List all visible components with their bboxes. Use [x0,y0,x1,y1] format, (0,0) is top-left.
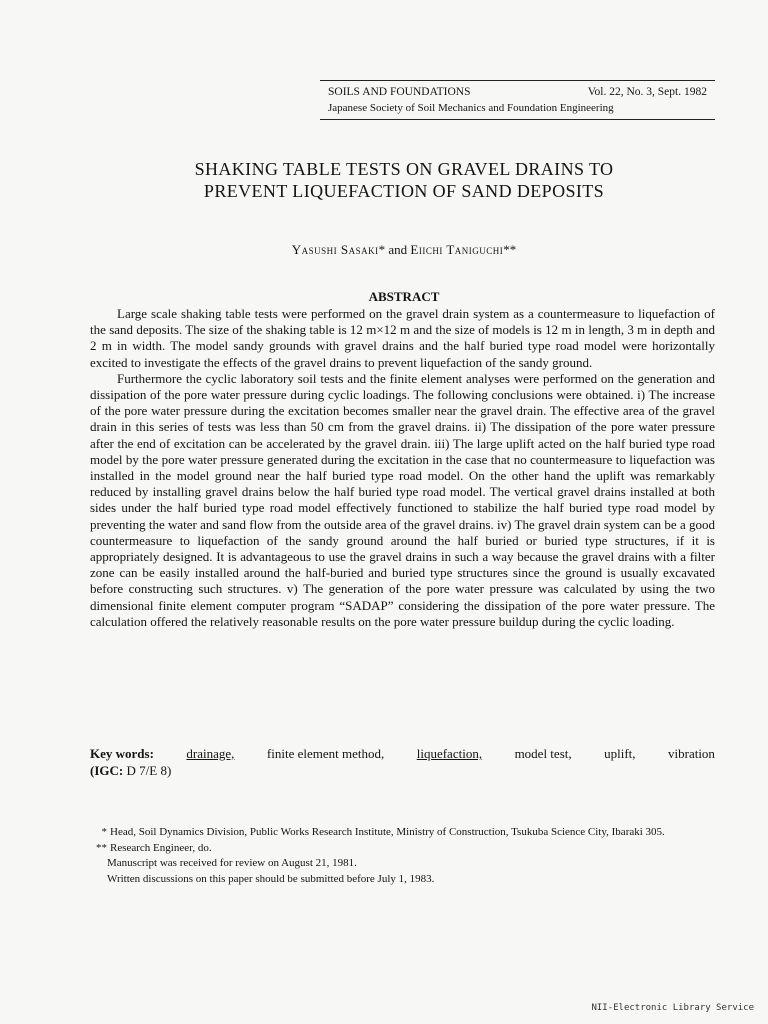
abstract-body [90,306,715,630]
footnotes [90,825,715,887]
author-2-mark: ** [503,242,517,257]
footnote-2 [90,841,715,857]
igc-value: D 7/E 8 [126,763,167,778]
igc-open: ( [90,763,95,778]
igc-label: IGC [94,763,119,778]
keyword-item: vibration [668,746,715,761]
igc-row: (IGC: D 7/E 8) [90,763,172,778]
footnote-1 [90,825,715,841]
footnote-2-text: Research Engineer, do. [110,841,212,854]
keyword-item: model test, [514,746,572,761]
discussion-deadline: Written discussions on this paper should be submitted before July 1, 1983. [107,872,435,885]
title-line-2: PREVENT LIQUEFACTION OF SAND DEPOSITS [203,181,605,201]
paper-title [0,158,768,202]
footnote-1-text: Head, Soil Dynamics Division, Public Works Research Institute, Ministry of Construction, Tsukuba Science City, Ibaraki 305. [110,826,665,838]
journal-society: Japanese Society of Soil Mechanics and Foundation Engineering [328,102,614,114]
keyword-item: uplift, [604,746,636,761]
journal-header [320,80,715,120]
author-2: Eiichi Taniguchi [410,242,504,257]
author-line [0,242,768,258]
keywords-label: Key words [90,746,150,761]
author-1: Yasushi Sasaki [291,242,379,257]
author-1-mark: * [378,242,386,257]
author-conjunction: and [385,242,411,257]
keywords-row [90,745,715,762]
igc-close: ) [166,763,172,778]
keyword-item: finite element method, [266,746,385,761]
journal-volume: Vol. 22, No. 3, Sept. 1982 [587,86,707,98]
journal-name: SOILS AND FOUNDATIONS [328,86,471,98]
abstract-heading: ABSTRACT [368,289,440,304]
library-service-footer: NII-Electronic Library Service [591,1003,754,1013]
abstract-paragraph-2: Furthermore the cyclic laboratory soil tests and the finite element analyses were performed on the generation and dissipation of the pore water pressure during cyclic loadings. The following conclusions were obtained. i) The increase of the pore water pressure during the excitation becomes smaller near the gravel drain. The effective area of the gravel drain in this series of tests was less than 50 cm from the gravel drains. ii) The dissipation of the pore water pressure after the end of excitation can be accelerated by the gravel drain. iii) The large uplift acted on the half buried type road model by the pore water pressure generated during the excitation in the case that no countermeasure to liquefaction was installed in the model ground near the half buried type road model. On the other hand the uplift was remarkably reduced by installing gravel drains below the half buried type road model. The vertical gravel drains installed at both sides under the half buried type road model effectively functioned to stabilize the half buried type road model by preventing the water and sand flow from the outside area of the gravel drains. iv) The gravel drain system can be a good countermeasure to liquefaction of the sandy ground around the half buried or buried type structures, if it is appropriately designed. It is advantageous to use the gravel drains in such a way because the gravel drains with a filter zone can be easily installed around the half-buried and buried type structures since the ground is usually excavated before constructing such structures. v) The generation of the pore water pressure was calculated by using the two dimensional finite element computer program “SADAP” considering the dissipation of the pore water pressure. The calculation offered the relatively reasonable results on the pore water pressure buildup during the cyclic loading. [90,370,715,629]
keyword-item: drainage, [186,746,235,761]
footnote-1-mark: * [101,826,107,838]
keywords-colon: : [149,746,154,761]
keywords-block [90,745,715,779]
keyword-item: liquefaction, [416,746,483,761]
title-line-1: SHAKING TABLE TESTS ON GRAVEL DRAINS TO [194,159,614,179]
abstract-paragraph-1: Large scale shaking table tests were performed on the gravel drain system as a countermeasure to liquefaction of the sand deposits. The size of the shaking table is 12 m×12 m and the size of models is 12 m in length, 3 m in depth and 2 m in width. The model sandy grounds with gravel drains and the half buried type road model were horizontally excited to investigate the effects of the gravel drains to prevent liquefaction of the sandy ground. [90,306,715,370]
manuscript-received: Manuscript was received for review on August 21, 1981. [107,857,357,870]
footnote-2-mark: ** [96,841,107,854]
